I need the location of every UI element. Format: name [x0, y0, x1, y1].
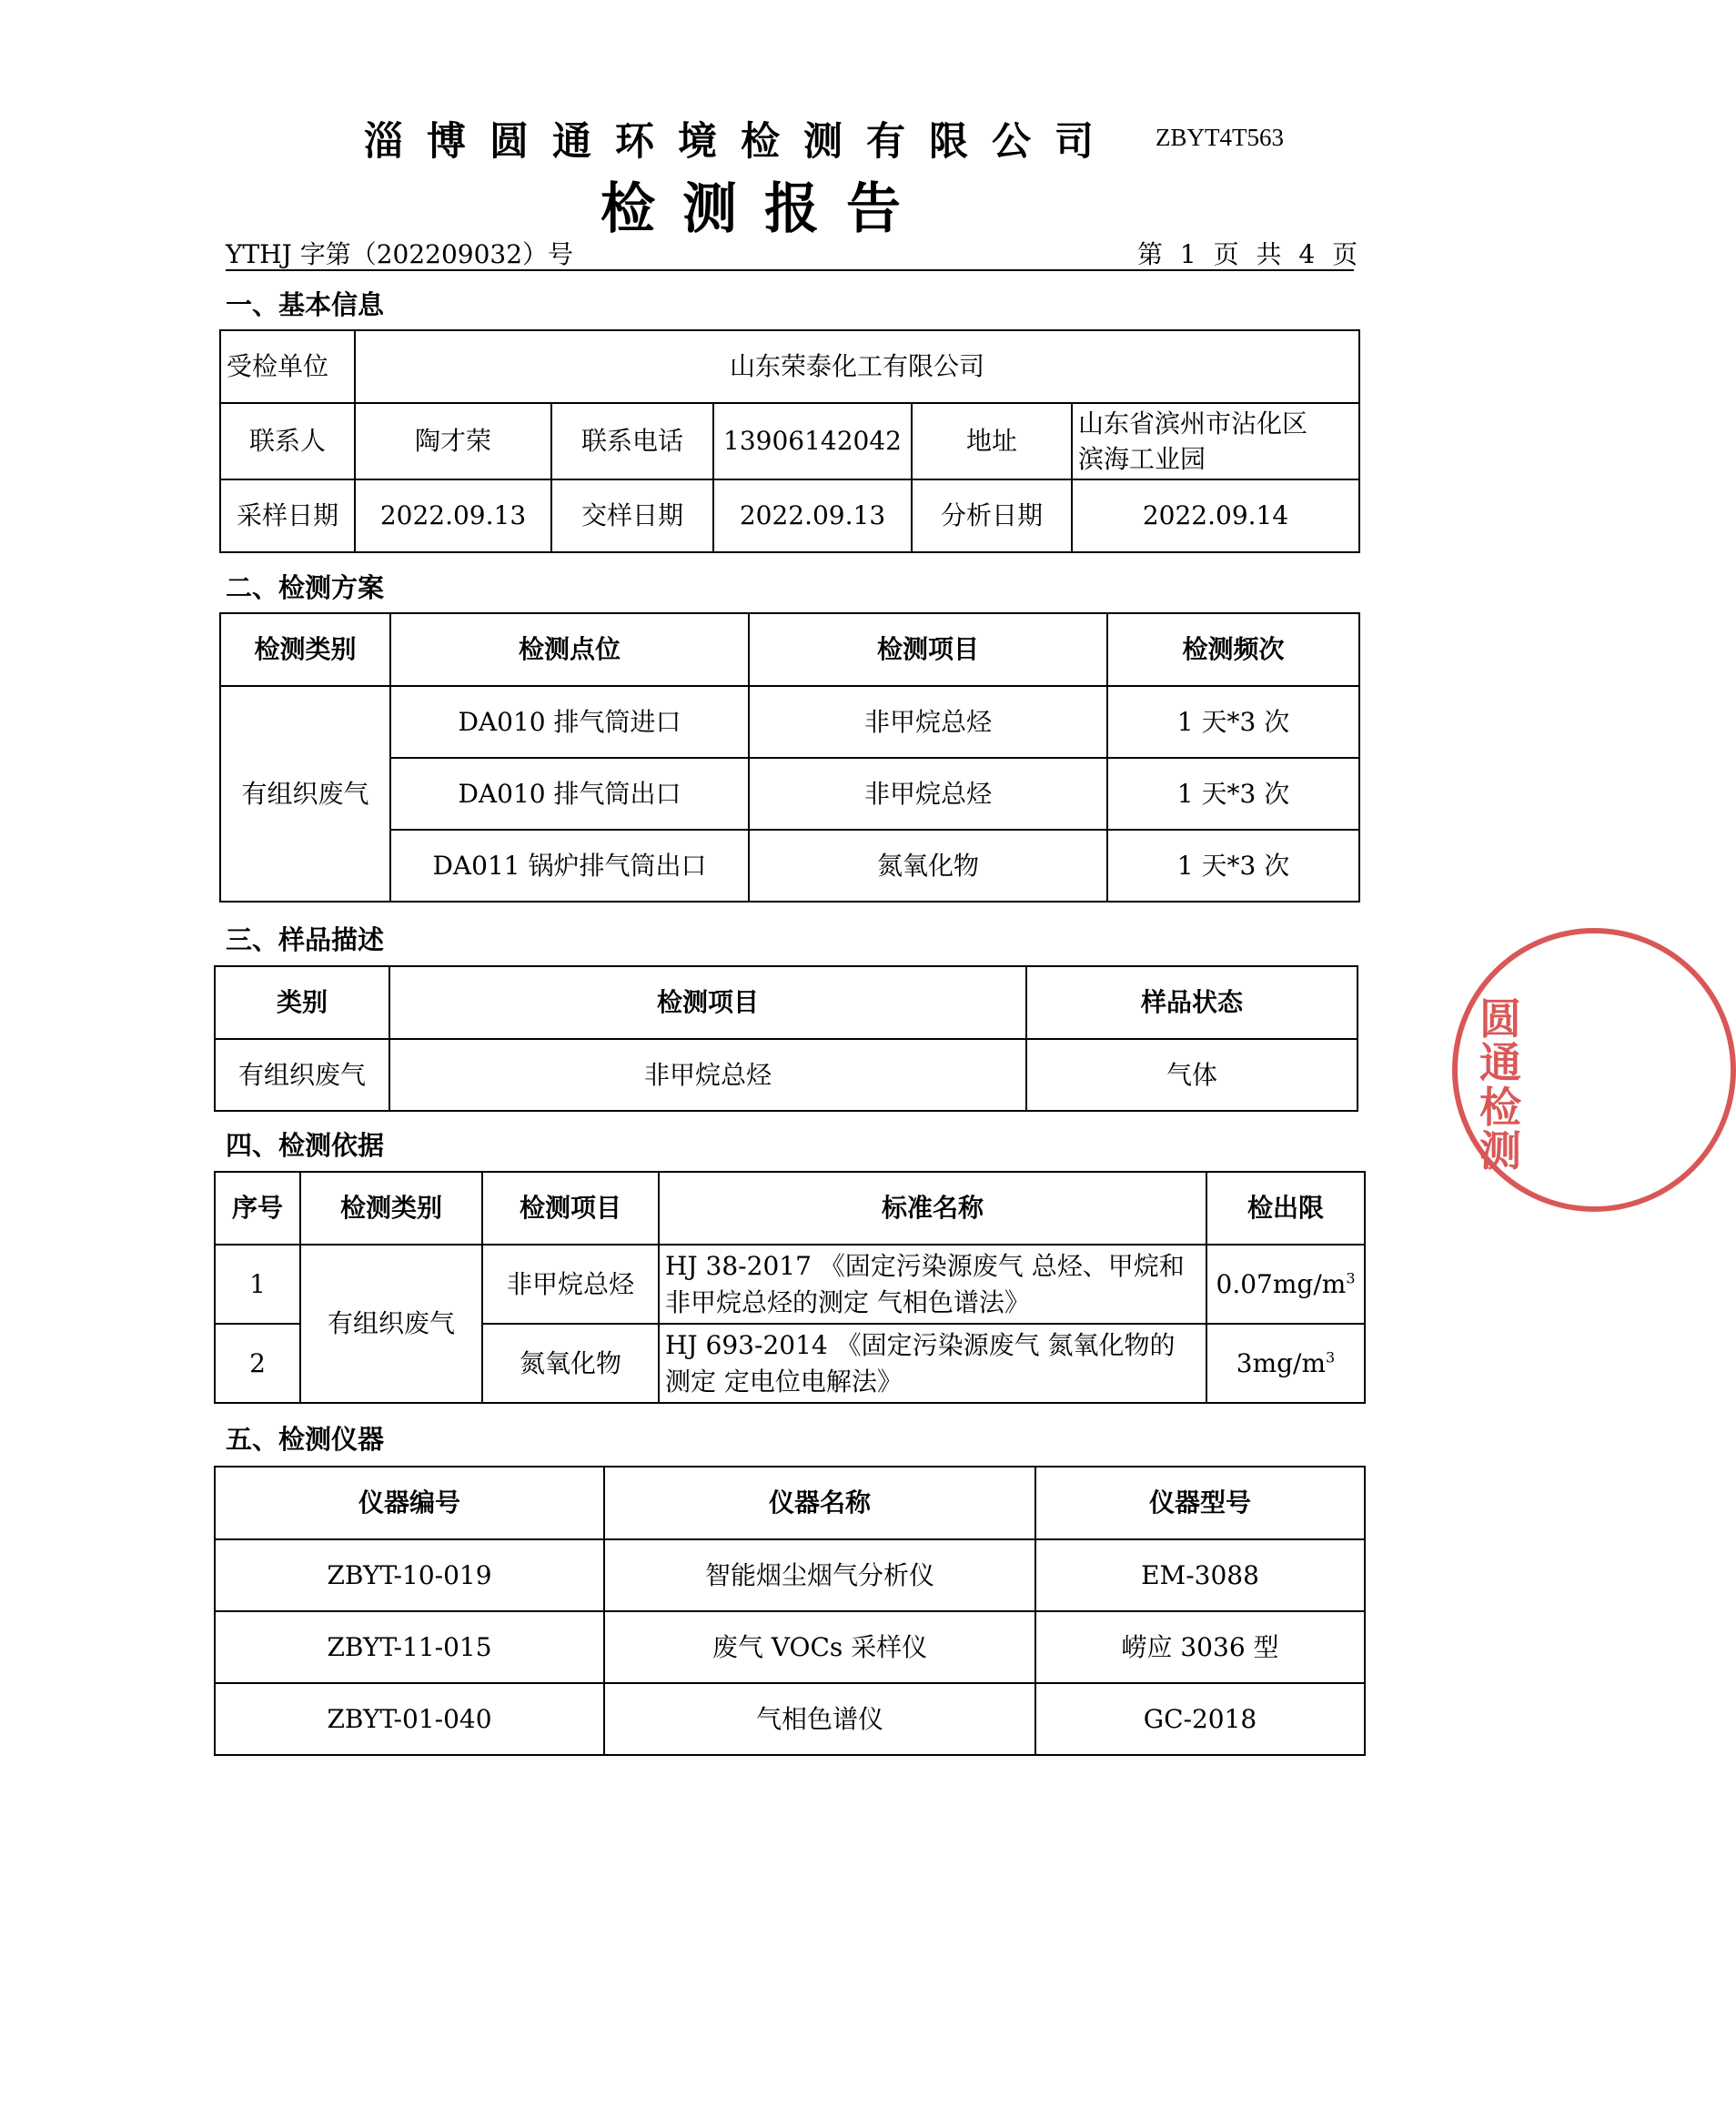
basis-header-standard: 标准名称 [659, 1172, 1206, 1245]
basis-item: 氮氧化物 [482, 1324, 659, 1403]
sample-category: 有组织废气 [215, 1039, 389, 1111]
basis-limit-value: 3mg/m [1236, 1347, 1327, 1378]
sample-header-state: 样品状态 [1026, 966, 1358, 1039]
basis-limit-sup: 3 [1326, 1348, 1336, 1367]
plan-header-freq: 检测频次 [1107, 613, 1359, 686]
basis-header-category: 检测类别 [300, 1172, 482, 1245]
report-code: ZBYT4T563 [1156, 124, 1284, 151]
sample-date-value: 2022.09.13 [355, 479, 551, 552]
basis-standard-line-1: HJ 693-2014 《固定污染源废气 氮氧化物的 [665, 1330, 1176, 1361]
contact-label: 联系人 [220, 403, 355, 479]
inst-id: ZBYT-11-015 [215, 1611, 604, 1683]
plan-point: DA010 排气筒进口 [390, 686, 749, 758]
report-title: 检测报告 [601, 177, 928, 241]
basis-standard [659, 1245, 1206, 1324]
basis-limit [1206, 1324, 1365, 1403]
plan-item: 非甲烷总烃 [749, 758, 1107, 830]
sample-header-item: 检测项目 [389, 966, 1026, 1039]
inst-model: EM-3088 [1035, 1539, 1365, 1611]
analysis-date-label: 分析日期 [912, 479, 1072, 552]
unit-value: 山东荣泰化工有限公司 [355, 330, 1359, 403]
plan-table [219, 612, 1360, 903]
section-basis: 四、检测依据 [226, 1130, 385, 1161]
inst-header-id: 仪器编号 [215, 1467, 604, 1539]
phone-label: 联系电话 [551, 403, 713, 479]
inst-name: 气相色谱仪 [604, 1683, 1035, 1755]
basis-item: 非甲烷总烃 [482, 1245, 659, 1324]
company-name: 淄博圆通环境检测有限公司 [364, 119, 1117, 165]
sample-date-label: 采样日期 [220, 479, 355, 552]
plan-header-category: 检测类别 [220, 613, 390, 686]
sample-state: 气体 [1026, 1039, 1358, 1111]
basis-header-no: 序号 [215, 1172, 300, 1245]
inst-name: 智能烟尘烟气分析仪 [604, 1539, 1035, 1611]
instruments-table [214, 1466, 1366, 1756]
plan-item: 非甲烷总烃 [749, 686, 1107, 758]
inst-model: 崂应 3036 型 [1035, 1611, 1365, 1683]
deliver-date-label: 交样日期 [551, 479, 713, 552]
basis-table [214, 1171, 1366, 1404]
inst-header-name: 仪器名称 [604, 1467, 1035, 1539]
plan-header-item: 检测项目 [749, 613, 1107, 686]
inst-model: GC-2018 [1035, 1683, 1365, 1755]
section-plan: 二、检测方案 [226, 572, 385, 603]
plan-freq: 1 天*3 次 [1107, 686, 1359, 758]
plan-point: DA011 锅炉排气筒出口 [390, 830, 749, 902]
phone-value: 13906142042 [713, 403, 912, 479]
basis-header-item: 检测项目 [482, 1172, 659, 1245]
inst-name: 废气 VOCs 采样仪 [604, 1611, 1035, 1683]
address-line-2: 滨海工业园 [1078, 444, 1206, 474]
basis-header-limit: 检出限 [1206, 1172, 1365, 1245]
section-basic-info: 一、基本信息 [226, 289, 385, 320]
header-rule [226, 269, 1354, 271]
contact-value: 陶才荣 [355, 403, 551, 479]
basis-limit [1206, 1245, 1365, 1324]
plan-header-point: 检测点位 [390, 613, 749, 686]
basis-limit-sup: 3 [1346, 1269, 1356, 1287]
address-label: 地址 [912, 403, 1072, 479]
deliver-date-value: 2022.09.13 [713, 479, 912, 552]
seal-text: 圆通检测 [1479, 994, 1521, 1175]
sample-item: 非甲烷总烃 [389, 1039, 1026, 1111]
plan-freq: 1 天*3 次 [1107, 830, 1359, 902]
inst-header-model: 仪器型号 [1035, 1467, 1365, 1539]
address-value [1072, 403, 1359, 479]
basis-standard-line-2: 测定 定电位电解法》 [665, 1366, 903, 1397]
basic-info-table [219, 329, 1360, 553]
basis-no: 1 [215, 1245, 300, 1324]
analysis-date-value: 2022.09.14 [1072, 479, 1359, 552]
sample-header-category: 类别 [215, 966, 389, 1039]
inst-id: ZBYT-01-040 [215, 1683, 604, 1755]
plan-item: 氮氧化物 [749, 830, 1107, 902]
page-info: 第 1 页 共 4 页 [1137, 239, 1358, 269]
basis-standard-line-2: 非甲烷总烃的测定 气相色谱法》 [665, 1286, 1030, 1317]
company-seal [1452, 928, 1736, 1212]
plan-freq: 1 天*3 次 [1107, 758, 1359, 830]
unit-label: 受检单位 [220, 330, 355, 403]
basis-no: 2 [215, 1324, 300, 1403]
address-line-1: 山东省滨州市沾化区 [1078, 408, 1308, 439]
basis-category: 有组织废气 [300, 1245, 482, 1403]
report-ref-no: YTHJ 字第（202209032）号 [226, 239, 574, 269]
plan-point: DA010 排气筒出口 [390, 758, 749, 830]
basis-limit-value: 0.07mg/m [1216, 1268, 1347, 1299]
sample-table [214, 965, 1358, 1112]
plan-category: 有组织废气 [220, 686, 390, 902]
basis-standard [659, 1324, 1206, 1403]
inst-id: ZBYT-10-019 [215, 1539, 604, 1611]
section-sample: 三、样品描述 [226, 924, 385, 955]
basis-standard-line-1: HJ 38-2017 《固定污染源废气 总烃、甲烷和 [665, 1251, 1185, 1282]
section-instruments: 五、检测仪器 [226, 1424, 385, 1455]
